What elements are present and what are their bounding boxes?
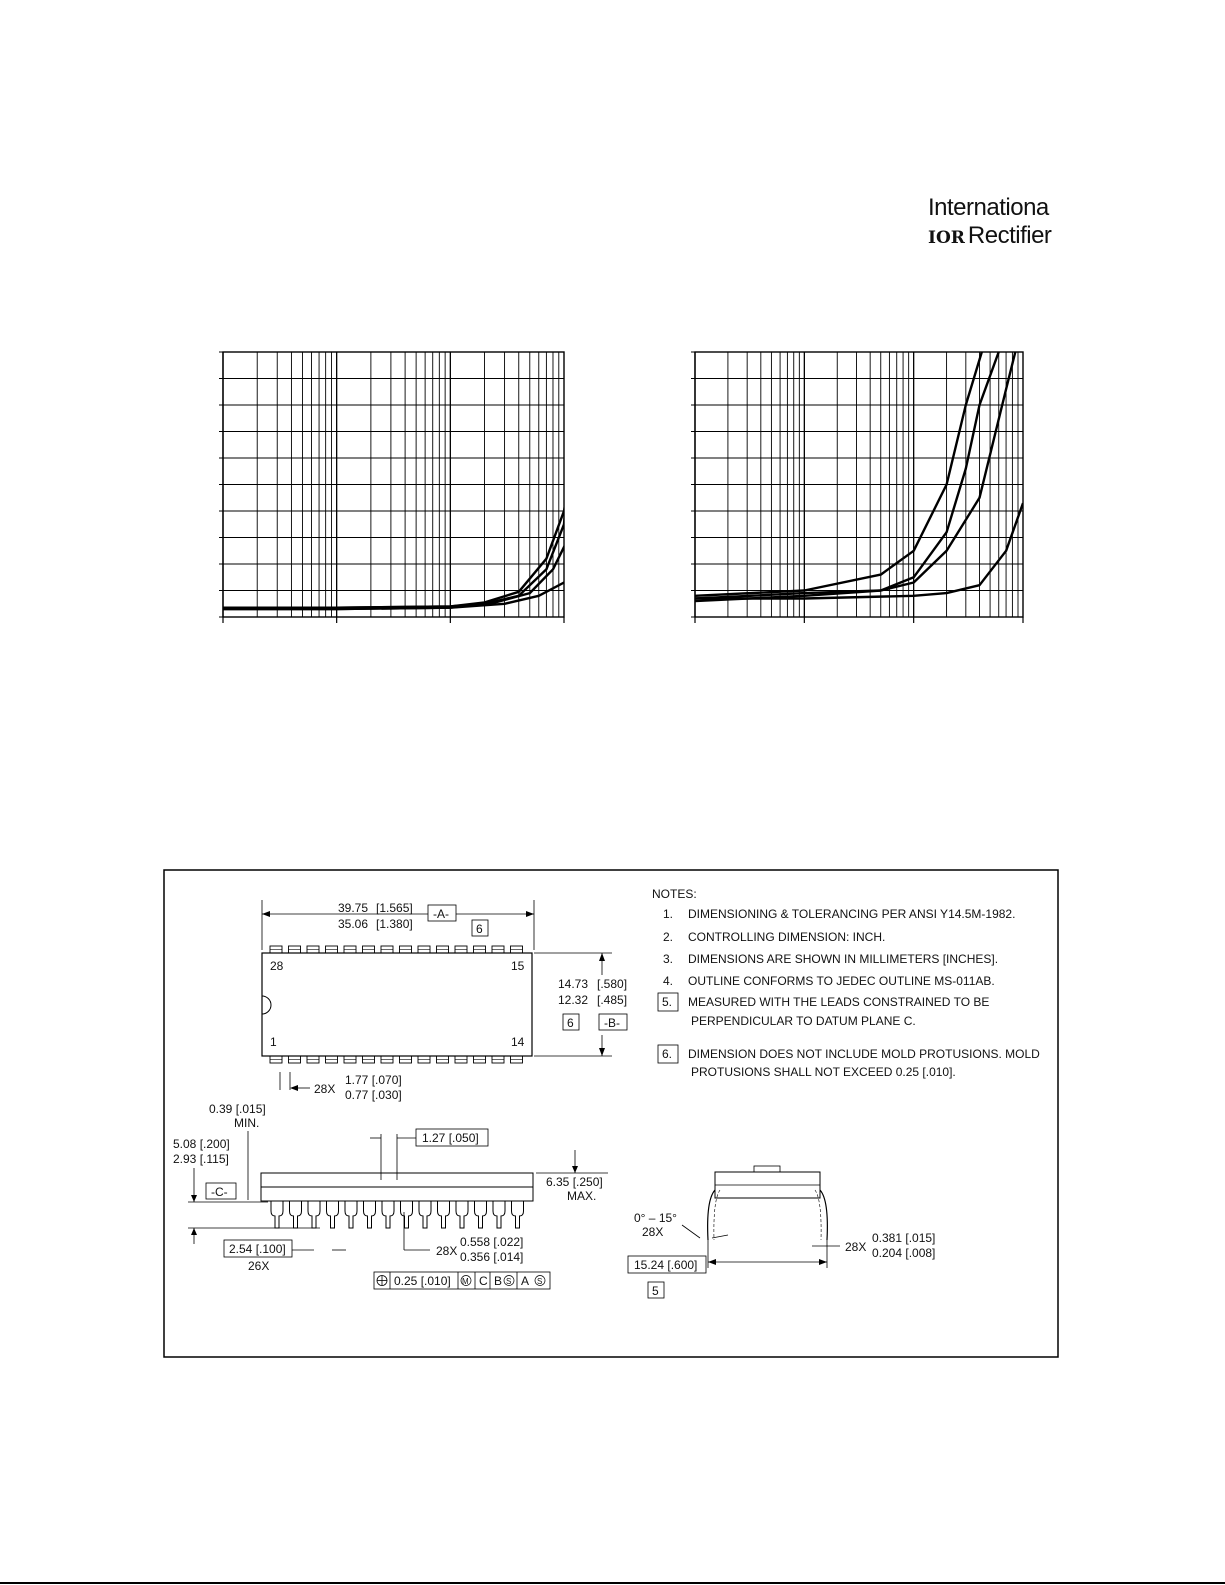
length-min-in: [1.380]: [376, 917, 413, 931]
tol-ref-s2: S: [537, 1277, 543, 1286]
brand-rectifier: Rectifier: [967, 222, 1052, 249]
datum-a: -A-: [433, 907, 449, 921]
tol-ref-b: B: [494, 1274, 503, 1288]
body-height-label: MAX.: [567, 1189, 597, 1203]
lead-thickness-min: 0.204 [.008]: [872, 1246, 936, 1260]
row-span: 15.24 [.600]: [634, 1258, 698, 1272]
height-min: 2.93 [.115]: [173, 1152, 229, 1166]
side-lead: [401, 1201, 413, 1228]
width-min: 12.32: [558, 993, 589, 1007]
datum-c: -C-: [211, 1185, 228, 1199]
pin-15-label: 15: [511, 959, 525, 973]
lead-angle-count: 28X: [642, 1225, 664, 1239]
side-lead: [512, 1201, 524, 1228]
top-view: [262, 900, 627, 1102]
side-view: [173, 1102, 608, 1289]
tolerance-frame: [374, 1272, 550, 1289]
datum-b: -B-: [604, 1016, 620, 1030]
note-4-text: OUTLINE CONFORMS TO JEDEC OUTLINE MS-011AB.: [688, 974, 995, 988]
tol-ref-a: A: [521, 1274, 530, 1288]
note-5-text-2: PERPENDICULAR TO DATUM PLANE C.: [691, 1014, 916, 1028]
note-3-num: 3.: [663, 952, 674, 966]
lead-width-max: 0.558 [.022]: [460, 1235, 524, 1249]
lead-width-count: 28X: [436, 1244, 458, 1258]
notes-title: NOTES:: [652, 887, 697, 901]
pad-min: 0.77 [.030]: [345, 1088, 402, 1102]
end-view: [628, 1166, 935, 1298]
pitch-ref: 1.27 [.050]: [422, 1131, 479, 1145]
ior-mark: IOR: [928, 228, 965, 248]
length-min: 35.06: [338, 917, 369, 931]
side-lead: [475, 1201, 487, 1228]
pin-28-label: 28: [270, 959, 284, 973]
length-max-in: [1.565]: [376, 901, 413, 915]
side-lead: [456, 1201, 468, 1228]
note-1-num: 1.: [663, 907, 674, 921]
pin-14-label: 14: [511, 1035, 525, 1049]
width-max-in: [.580]: [597, 977, 628, 991]
side-lead: [290, 1201, 302, 1228]
brand-line-1: Internationa: [928, 194, 1049, 221]
note-6-num: 6.: [662, 1047, 673, 1061]
tol-ref-s1: S: [506, 1277, 512, 1286]
pin1-notch: [262, 996, 271, 1014]
tol-ref-m: M: [462, 1277, 469, 1286]
lead-thickness-count: 28X: [845, 1240, 867, 1254]
width-max: 14.73: [558, 977, 589, 991]
lead-pitch: 2.54 [.100]: [229, 1242, 286, 1256]
lead-angle: 0° – 15°: [634, 1211, 677, 1225]
ref-6-top: 6: [476, 922, 483, 936]
drawing-frame: [164, 870, 1058, 1357]
bottom-pads: [270, 1056, 523, 1063]
top-view-body: [262, 953, 532, 1056]
height-max: 5.08 [.200]: [173, 1137, 230, 1151]
note-6-text: DIMENSION DOES NOT INCLUDE MOLD PROTUSIONS. MOLD: [688, 1047, 1040, 1061]
note-2-text: CONTROLLING DIMENSION: INCH.: [688, 930, 886, 944]
length-max: 39.75: [338, 901, 369, 915]
pad-max: 1.77 [.070]: [345, 1073, 402, 1087]
note-2-num: 2.: [663, 930, 674, 944]
side-lead: [327, 1201, 339, 1228]
lead-thickness-max: 0.381 [.015]: [872, 1231, 936, 1245]
lead-pitch-count: 26X: [248, 1259, 270, 1273]
side-lead: [382, 1201, 394, 1228]
side-lead: [345, 1201, 357, 1228]
top-pads: [270, 946, 523, 953]
seat-min: 0.39 [.015]: [209, 1102, 266, 1116]
seat-min-label: MIN.: [234, 1116, 260, 1130]
width-min-in: [.485]: [597, 993, 628, 1007]
side-lead: [308, 1201, 320, 1228]
ref-5-end: 5: [652, 1284, 659, 1298]
pad-count: 28X: [314, 1082, 336, 1096]
note-6-text-2: PROTUSIONS SHALL NOT EXCEED 0.25 [.010].: [691, 1065, 956, 1079]
body-height: 6.35 [.250]: [546, 1175, 603, 1189]
side-lead: [364, 1201, 376, 1228]
footer-rule: [0, 1582, 1225, 1584]
note-3-text: DIMENSIONS ARE SHOWN IN MILLIMETERS [INCHES].: [688, 952, 999, 966]
note-4-num: 4.: [663, 974, 674, 988]
note-5-num: 5.: [662, 995, 673, 1009]
note-1-text: DIMENSIONING & TOLERANCING PER ANSI Y14.5M-1982.: [688, 907, 1016, 921]
side-lead: [271, 1201, 283, 1228]
side-lead: [438, 1201, 450, 1228]
side-lead: [419, 1201, 431, 1228]
ref-6-side: 6: [567, 1016, 574, 1030]
side-lead: [493, 1201, 505, 1228]
tol-ref-c: C: [479, 1274, 488, 1288]
pin-1-label: 1: [270, 1035, 277, 1049]
tolerance-value: 0.25 [.010]: [394, 1274, 451, 1288]
side-leads: [271, 1201, 524, 1228]
lead-width-min: 0.356 [.014]: [460, 1250, 524, 1264]
note-5-text: MEASURED WITH THE LEADS CONSTRAINED TO BE: [688, 995, 990, 1009]
